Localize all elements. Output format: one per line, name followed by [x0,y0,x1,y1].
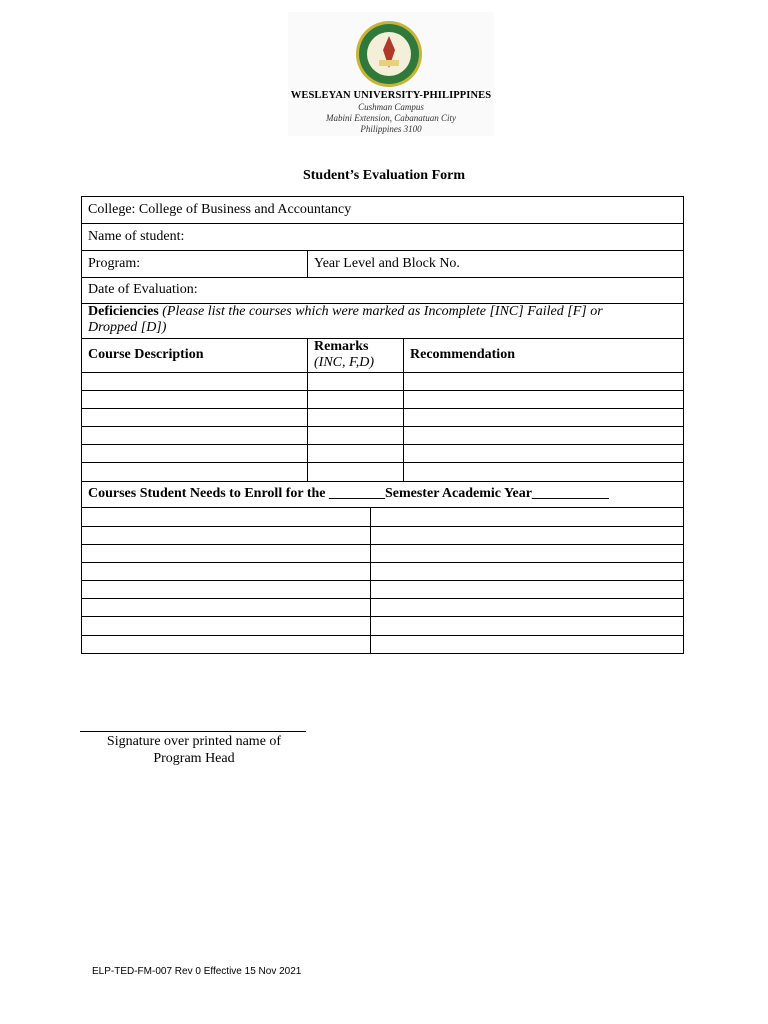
signature-line [80,731,306,732]
university-seal-icon [355,20,423,88]
address-line: Philippines 3100 [360,124,422,134]
form-title: Student’s Evaluation Form [302,168,466,183]
program-label: Program: [88,256,141,271]
remarks-header: Remarks [314,339,369,354]
row-divider [81,250,684,251]
deficiencies-note-continued: Dropped [D]) [88,320,167,335]
column-divider [307,250,308,277]
row-divider [81,580,684,581]
signature-label [80,733,308,767]
row-divider [81,223,684,224]
year-block-label: Year Level and Block No. [314,256,460,271]
signature-label-line: Program Head [153,751,235,766]
column-divider [403,338,404,481]
address-line: Cushman Campus [358,102,424,112]
course-description-header: Course Description [88,347,204,362]
row-divider [81,616,684,617]
row-divider [81,507,684,508]
row-divider [81,635,684,636]
row-divider [81,444,684,445]
college-field: College: College of Business and Accountancy [88,202,352,217]
row-divider [81,338,684,339]
column-divider [370,507,371,654]
address-line: Mabini Extension, Cabanatuan City [326,113,456,123]
enroll-courses-heading: Courses Student Needs to Enroll for the ________Semester Academic Year___________ [88,486,609,501]
deficiencies-note: (Please list the courses which were marked as Incomplete [INC] Failed [F] or [162,304,603,319]
signature-label-line: Signature over printed name of [106,734,282,749]
row-divider [81,526,684,527]
row-divider [81,562,684,563]
deficiencies-heading [88,304,603,320]
row-divider [81,462,684,463]
form-code-footer: ELP-TED-FM-007 Rev 0 Effective 15 Nov 2021 [92,966,302,977]
university-name: WESLEYAN UNIVERSITY-PHILIPPINES [290,90,492,101]
row-divider [81,426,684,427]
recommendation-header: Recommendation [410,347,515,362]
row-divider [81,390,684,391]
row-divider [81,372,684,373]
student-name-label: Name of student: [88,229,185,244]
row-divider [81,544,684,545]
column-divider [307,338,308,481]
row-divider [81,481,684,482]
row-divider [81,598,684,599]
deficiencies-label: Deficiencies [88,304,159,319]
row-divider [81,408,684,409]
row-divider [81,277,684,278]
date-of-evaluation-label: Date of Evaluation: [88,282,198,297]
remarks-subheader: (INC, F,D) [314,355,375,370]
